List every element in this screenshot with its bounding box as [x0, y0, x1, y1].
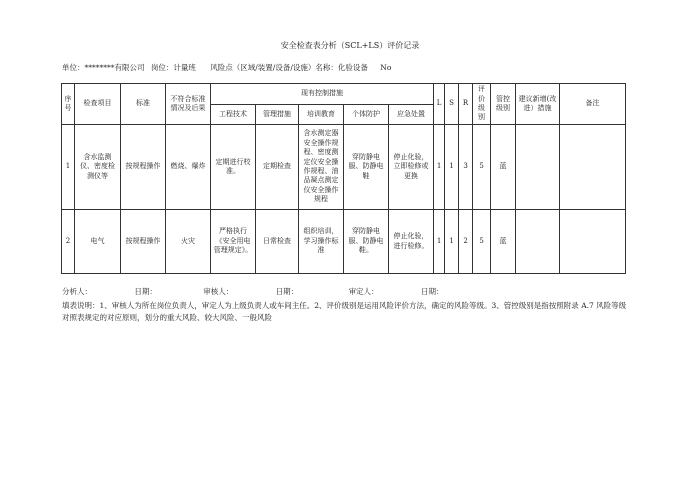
cell-emergency: 停止化验，进行检修。 [389, 210, 434, 274]
header-management: 管理措施 [256, 105, 299, 125]
table-row [62, 210, 626, 274]
approver-label: 审定人： [348, 287, 379, 296]
cell-ppe: 穿防静电服、防静电鞋 [344, 125, 389, 210]
cell-control-level: 蓝 [491, 210, 516, 274]
header-existing-controls: 现有控制措施 [211, 84, 434, 105]
cell-L: 1 [434, 210, 445, 274]
header-seq: 序号 [62, 84, 75, 125]
cell-R: 3 [459, 125, 473, 210]
cell-standard: 按规程操作 [121, 210, 166, 274]
unit-label: 单位：********有限公司 [62, 63, 145, 72]
cell-management: 日常检查 [256, 210, 299, 274]
header-S: S [445, 84, 459, 125]
no-label: No [380, 63, 392, 72]
header-R: R [459, 84, 473, 125]
fill-instructions: 填表说明：1、审核人为所在岗位负责人，审定人为上级负责人或车间主任。2、评价级别是运用风险评价方法，确定的风险等级。3、管控级别是指按照附录 A.7 风险等级对照表规定的对应原则，划分的重大风险、较大风险、一般风险 [62, 301, 627, 323]
header-suggestion: 建议新增(改进）措施 [516, 84, 560, 125]
page-title: 安全检查表分析（SCL+LS）评价记录 [280, 41, 420, 50]
cell-seq: 1 [62, 125, 75, 210]
header-emergency: 应急处置 [389, 105, 434, 125]
header-rating: 评价级别 [473, 84, 491, 125]
cell-S: 1 [445, 210, 459, 274]
analyst-label: 分析人： [62, 287, 92, 296]
cell-R: 2 [459, 210, 473, 274]
header-nonconformity: 不符合标准情况及后果 [166, 84, 211, 125]
header-L: L [434, 84, 445, 125]
cell-training: 组织培训，学习操作标准 [299, 210, 344, 274]
cell-L: 1 [434, 125, 445, 210]
cell-remark [560, 125, 626, 210]
cell-management: 定期检查 [256, 125, 299, 210]
date-label: 日期： [134, 287, 157, 296]
post-label: 岗位：计量班 [150, 63, 196, 72]
table-row [62, 125, 626, 210]
signature-line [62, 286, 443, 297]
header-control-level: 管控级别 [491, 84, 516, 125]
date-label: 日期： [275, 287, 299, 296]
cell-emergency: 停止化验，立即检修或更换 [389, 125, 434, 210]
cell-S: 1 [445, 125, 459, 210]
cell-seq: 2 [62, 210, 75, 274]
cell-rating: 5 [473, 210, 491, 274]
cell-training: 含水测定器安全操作规程、密度测定仪安全操作规程、油品凝点测定仪安全操作规程 [299, 125, 344, 210]
cell-nonconformity: 燃烧、爆炸 [166, 125, 211, 210]
header-training: 培训教育 [299, 105, 344, 125]
header-remark: 备注 [560, 84, 626, 125]
cell-suggestion [516, 210, 560, 274]
header-item: 检查项目 [75, 84, 121, 125]
cell-ppe: 穿防静电服、防静电鞋。 [344, 210, 389, 274]
cell-remark [560, 210, 626, 274]
reviewer-label: 审核人： [203, 287, 234, 296]
cell-suggestion [516, 125, 560, 210]
cell-nonconformity: 火灾 [166, 210, 211, 274]
meta-line [62, 62, 391, 73]
header-ppe: 个体防护 [344, 105, 389, 125]
cell-engineering: 定期进行校准。 [211, 125, 256, 210]
header-engineering: 工程技术 [211, 105, 256, 125]
evaluation-table [61, 83, 626, 274]
cell-rating: 5 [473, 125, 491, 210]
cell-control-level: 蓝 [491, 125, 516, 210]
cell-item: 含水监测仪、密度检测仪等 [75, 125, 121, 210]
cell-standard: 按规程操作 [121, 125, 166, 210]
date-label: 日期： [420, 287, 444, 296]
cell-engineering: 严格执行《安全用电管理规定》。 [211, 210, 256, 274]
cell-item: 电气 [75, 210, 121, 274]
header-standard: 标准 [121, 84, 166, 125]
header-row-1 [62, 84, 626, 105]
risk-point-label: 风险点（区域/装置/设备/设施）名称：化验设备 [210, 63, 368, 72]
